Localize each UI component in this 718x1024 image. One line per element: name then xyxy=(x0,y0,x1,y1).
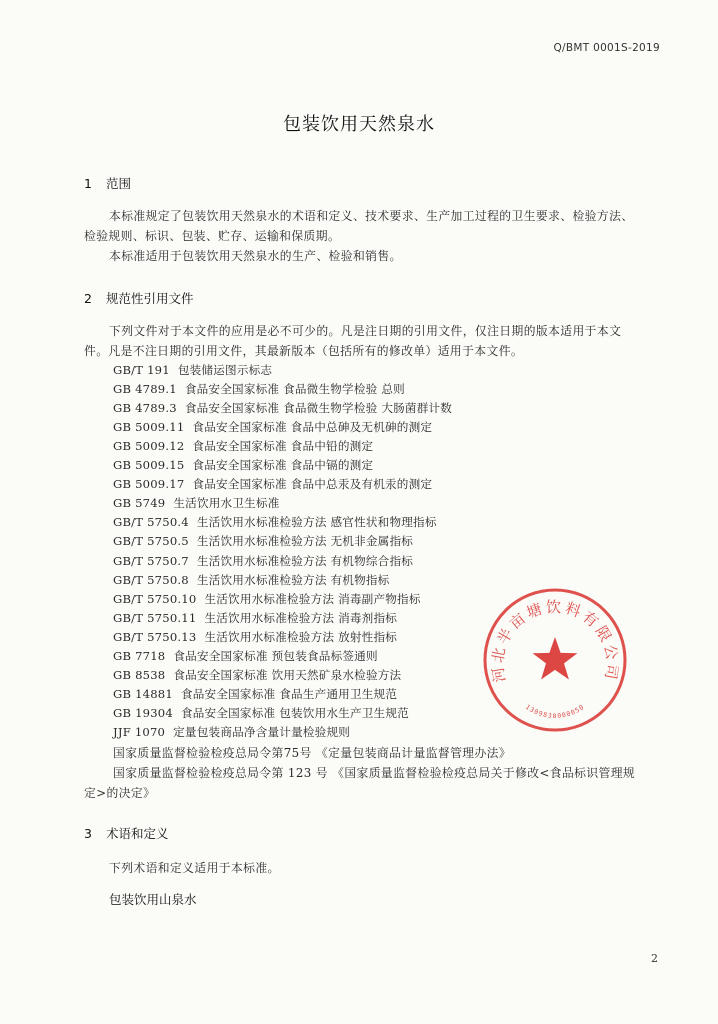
section-2-number: 2 xyxy=(84,291,92,306)
reference-item xyxy=(113,610,397,626)
section-2-title: 规范性引用文件 xyxy=(106,291,194,306)
section-1-para1-line1: 本标准规定了包装饮用天然泉水的术语和定义、技术要求、生产加工过程的卫生要求、检验方法、 xyxy=(109,209,634,223)
reference-title: 生活饮用水卫生标准 xyxy=(173,496,280,510)
page-number: 2 xyxy=(651,952,658,965)
reference-item xyxy=(113,667,401,683)
section-3-intro: 下列术语和定义适用于本标准。 xyxy=(109,861,280,875)
reference-code: GB 8538 xyxy=(113,668,166,682)
reference-title: 生活饮用水标准检验方法 消毒剂指标 xyxy=(204,611,398,625)
reference-title: 食品安全国家标准 食品中总砷及无机砷的测定 xyxy=(192,420,433,434)
seal-serial-number: 1309838000050 xyxy=(523,702,587,721)
reference-item xyxy=(113,381,405,397)
reference-code: GB 5009.11 xyxy=(113,420,185,434)
reference-title: 生活饮用水标准检验方法 无机非金属指标 xyxy=(196,534,414,548)
reference-order-75: 国家质量监督检验检疫总局令第75号 《定量包装商品计量监督管理办法》 xyxy=(113,746,512,760)
reference-title: 生活饮用水标准检验方法 放射性指标 xyxy=(204,630,398,644)
reference-title: 定量包装商品净含量计量检验规则 xyxy=(173,725,351,739)
reference-item xyxy=(113,419,432,435)
reference-code: GB 7718 xyxy=(113,649,166,663)
reference-item xyxy=(113,705,409,721)
section-3-number: 3 xyxy=(84,826,92,841)
reference-title: 食品安全国家标准 食品微生物学检验 总则 xyxy=(184,382,405,396)
reference-title: 食品安全国家标准 食品中总汞及有机汞的测定 xyxy=(192,477,433,491)
reference-code: JJF 1070 xyxy=(113,725,166,739)
reference-title: 食品安全国家标准 食品生产通用卫生规范 xyxy=(180,687,398,701)
section-2-intro-line2: 件。凡是不注日期的引用文件，其最新版本（包括所有的修改单）适用于本文件。 xyxy=(84,344,524,358)
reference-item xyxy=(113,724,350,740)
section-1-para2: 本标准适用于包装饮用天然泉水的生产、检验和销售。 xyxy=(109,249,402,263)
reference-code: GB/T 5750.7 xyxy=(113,554,189,568)
section-2-intro-line1: 下列文件对于本文件的应用是必不可少的。凡是注日期的引用文件，仅注日期的版本适用于本文 xyxy=(109,324,622,338)
reference-code: GB/T 191 xyxy=(113,363,170,377)
reference-title: 生活饮用水标准检验方法 有机物指标 xyxy=(196,573,390,587)
reference-title: 食品安全国家标准 饮用天然矿泉水检验方法 xyxy=(173,668,402,682)
reference-code: GB/T 5750.5 xyxy=(113,534,189,548)
section-3-heading xyxy=(84,824,169,842)
reference-item xyxy=(113,648,378,664)
reference-title: 包装储运图示标志 xyxy=(177,363,273,377)
section-1-heading xyxy=(84,174,131,192)
section-2-heading xyxy=(84,289,194,307)
reference-title: 食品安全国家标准 食品中铅的测定 xyxy=(192,439,374,453)
section-1-number: 1 xyxy=(84,176,92,191)
reference-code: GB/T 5750.11 xyxy=(113,611,197,625)
reference-code: GB/T 5750.8 xyxy=(113,573,189,587)
term-heading: 包装饮用山泉水 xyxy=(109,892,197,907)
section-3-title: 术语和定义 xyxy=(106,826,169,841)
reference-code: GB 5009.15 xyxy=(113,458,185,472)
seal-star-icon xyxy=(533,637,578,680)
reference-item xyxy=(113,400,452,416)
reference-code: GB/T 5750.4 xyxy=(113,515,189,529)
reference-title: 生活饮用水标准检验方法 感官性状和物理指标 xyxy=(196,515,437,529)
reference-code: GB/T 5750.10 xyxy=(113,592,197,606)
reference-item xyxy=(113,686,397,702)
reference-item xyxy=(113,476,432,492)
document-title: 包装饮用天然泉水 xyxy=(283,114,435,135)
reference-item xyxy=(113,629,397,645)
section-1-para1-line2: 检验规则、标识、包装、贮存、运输和保质期。 xyxy=(84,229,341,243)
reference-code: GB 5009.17 xyxy=(113,477,185,491)
reference-item xyxy=(113,533,413,549)
reference-title: 生活饮用水标准检验方法 消毒副产物指标 xyxy=(204,592,421,606)
reference-order-123-line1: 国家质量监督检验检疫总局令第 123 号 《国家质量监督检验检疫总局关于修改<食品标识管理规 xyxy=(113,766,636,780)
reference-title: 食品安全国家标准 预包装食品标签通则 xyxy=(173,649,378,663)
reference-title: 食品安全国家标准 食品微生物学检验 大肠菌群计数 xyxy=(184,401,453,415)
reference-item xyxy=(113,572,389,588)
reference-code: GB 5009.12 xyxy=(113,439,185,453)
reference-title: 食品安全国家标准 食品中镉的测定 xyxy=(192,458,374,472)
reference-title: 生活饮用水标准检验方法 有机物综合指标 xyxy=(196,554,414,568)
reference-order-123-line2: 定>的决定》 xyxy=(84,786,156,800)
company-seal xyxy=(480,585,630,735)
reference-item xyxy=(113,438,373,454)
reference-code: GB/T 5750.13 xyxy=(113,630,197,644)
reference-item xyxy=(113,495,280,511)
standard-code: Q/BMT 0001S-2019 xyxy=(553,42,660,54)
reference-item xyxy=(113,514,437,530)
reference-item xyxy=(113,591,421,607)
reference-code: GB 14881 xyxy=(113,687,173,701)
reference-code: GB 5749 xyxy=(113,496,166,510)
reference-code: GB 4789.1 xyxy=(113,382,177,396)
reference-item xyxy=(113,362,272,378)
section-1-title: 范围 xyxy=(106,176,132,191)
reference-code: GB 4789.3 xyxy=(113,401,177,415)
reference-item xyxy=(113,457,373,473)
reference-item xyxy=(113,553,413,569)
reference-code: GB 19304 xyxy=(113,706,173,720)
seal-company-name: 河北半亩塘饮料有限公司 xyxy=(488,597,622,684)
reference-title: 食品安全国家标准 包装饮用水生产卫生规范 xyxy=(180,706,409,720)
